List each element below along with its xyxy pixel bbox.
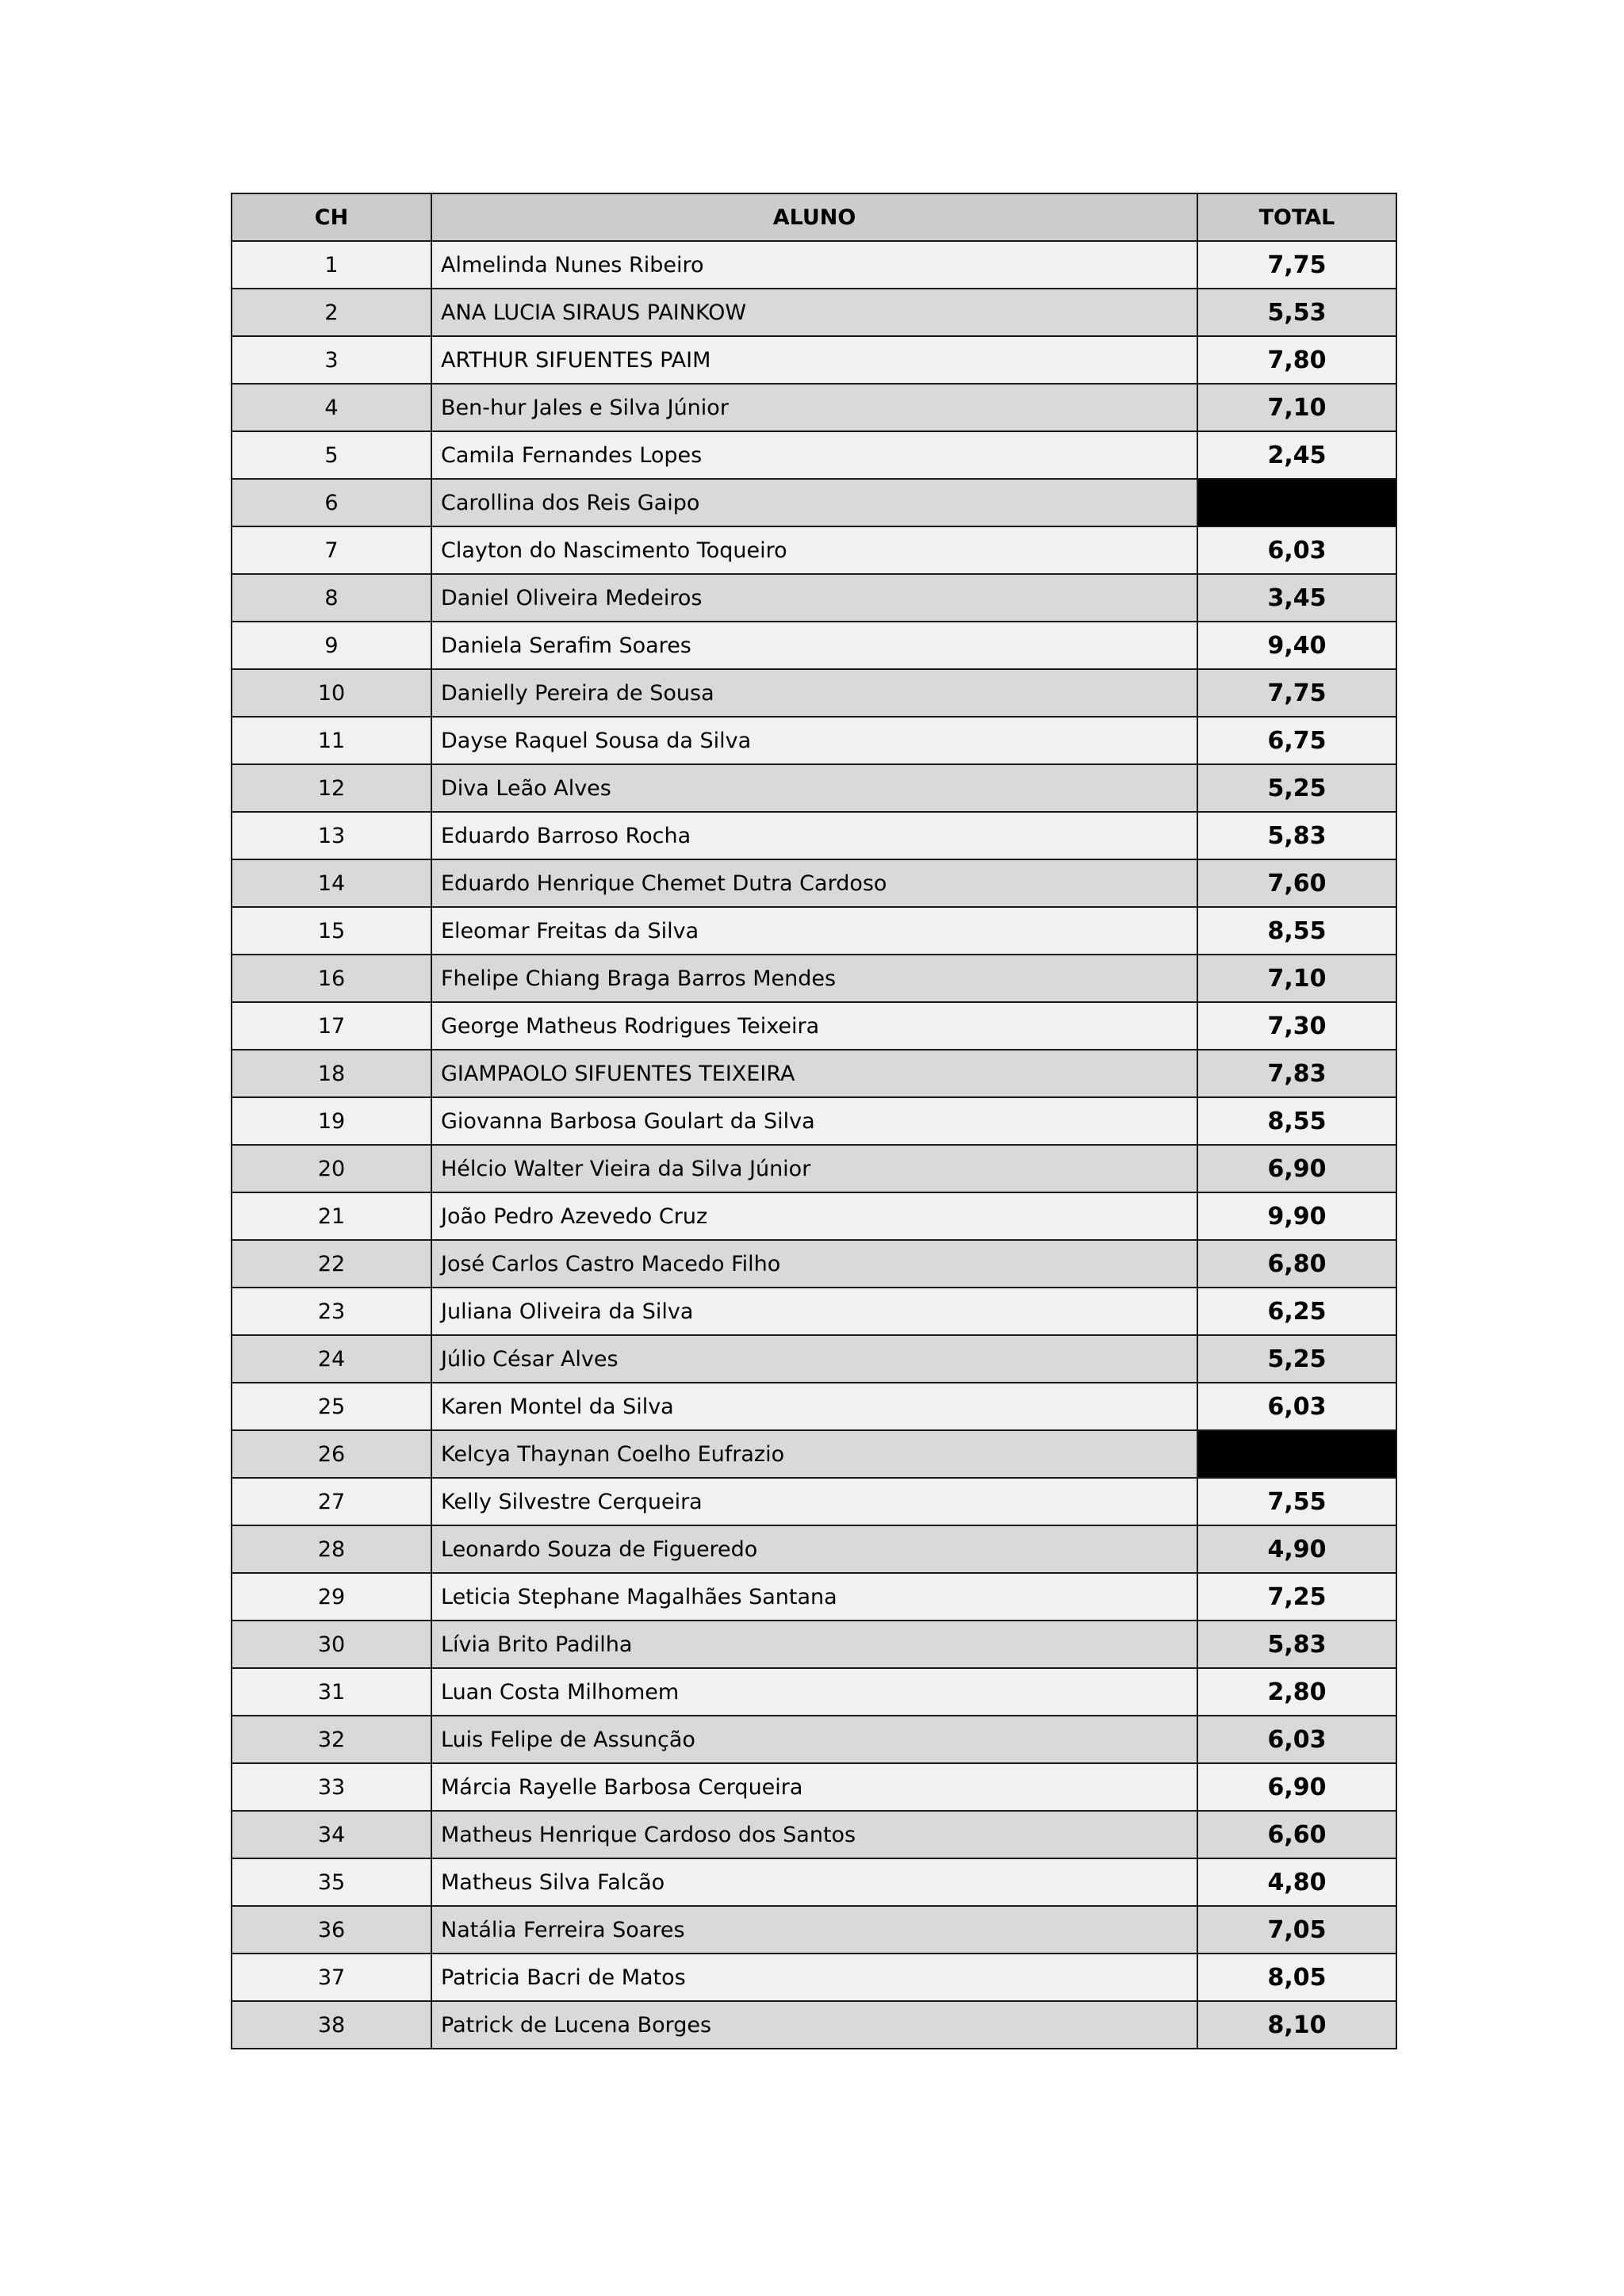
student-name-cell: ANA LUCIA SIRAUS PAINKOW: [431, 289, 1197, 336]
table-row: [232, 717, 1396, 764]
student-name-cell: Ben-hur Jales e Silva Júnior: [431, 384, 1197, 431]
total-cell: 7,30: [1197, 1002, 1396, 1050]
total-cell: 6,03: [1197, 526, 1396, 574]
total-cell: 6,03: [1197, 1383, 1396, 1430]
student-name-cell: Carollina dos Reis Gaipo: [431, 479, 1197, 526]
total-cell: 6,03: [1197, 1716, 1396, 1763]
total-cell: 7,75: [1197, 241, 1396, 289]
student-name-cell: Leonardo Souza de Figueredo: [431, 1525, 1197, 1573]
ch-cell: 24: [232, 1335, 431, 1383]
table-row: [232, 384, 1396, 431]
student-name-cell: Dayse Raquel Sousa da Silva: [431, 717, 1197, 764]
column-header-ch: CH: [232, 193, 431, 241]
total-cell: 6,25: [1197, 1288, 1396, 1335]
ch-cell: 9: [232, 622, 431, 669]
student-name-cell: Júlio César Alves: [431, 1335, 1197, 1383]
ch-cell: 11: [232, 717, 431, 764]
student-name-cell: Hélcio Walter Vieira da Silva Júnior: [431, 1145, 1197, 1192]
student-name-cell: Lívia Brito Padilha: [431, 1621, 1197, 1668]
ch-cell: 18: [232, 1050, 431, 1097]
student-name-cell: Clayton do Nascimento Toqueiro: [431, 526, 1197, 574]
ch-cell: 29: [232, 1573, 431, 1621]
student-name-cell: Eduardo Henrique Chemet Dutra Cardoso: [431, 859, 1197, 907]
ch-cell: 34: [232, 1811, 431, 1858]
total-cell: 6,90: [1197, 1763, 1396, 1811]
redacted-total-cell: [1197, 479, 1396, 526]
table-row: [232, 1954, 1396, 2001]
table-row: [232, 1858, 1396, 1906]
ch-cell: 1: [232, 241, 431, 289]
table-row: [232, 241, 1396, 289]
student-name-cell: Danielly Pereira de Sousa: [431, 669, 1197, 717]
student-name-cell: Eleomar Freitas da Silva: [431, 907, 1197, 955]
table-header-row: [232, 193, 1396, 241]
table-row: [232, 574, 1396, 622]
total-cell: 8,10: [1197, 2001, 1396, 2049]
student-name-cell: Daniel Oliveira Medeiros: [431, 574, 1197, 622]
ch-cell: 7: [232, 526, 431, 574]
total-cell: 5,53: [1197, 289, 1396, 336]
student-name-cell: Almelinda Nunes Ribeiro: [431, 241, 1197, 289]
student-name-cell: Karen Montel da Silva: [431, 1383, 1197, 1430]
student-name-cell: Luan Costa Milhomem: [431, 1668, 1197, 1716]
table-row: [232, 1621, 1396, 1668]
ch-cell: 27: [232, 1478, 431, 1525]
column-header-aluno: ALUNO: [431, 193, 1197, 241]
table-row: [232, 526, 1396, 574]
ch-cell: 3: [232, 336, 431, 384]
total-cell: 4,80: [1197, 1858, 1396, 1906]
total-cell: 7,55: [1197, 1478, 1396, 1525]
table-row: [232, 1145, 1396, 1192]
ch-cell: 6: [232, 479, 431, 526]
table-row: [232, 1097, 1396, 1145]
student-name-cell: Diva Leão Alves: [431, 764, 1197, 812]
ch-cell: 5: [232, 431, 431, 479]
table-row: [232, 1192, 1396, 1240]
ch-cell: 26: [232, 1430, 431, 1478]
ch-cell: 21: [232, 1192, 431, 1240]
table-row: [232, 1478, 1396, 1525]
ch-cell: 14: [232, 859, 431, 907]
table-row: [232, 669, 1396, 717]
table-row: [232, 622, 1396, 669]
student-name-cell: Matheus Silva Falcão: [431, 1858, 1197, 1906]
student-name-cell: Matheus Henrique Cardoso dos Santos: [431, 1811, 1197, 1858]
total-cell: 7,80: [1197, 336, 1396, 384]
total-cell: 7,10: [1197, 955, 1396, 1002]
student-name-cell: ARTHUR SIFUENTES PAIM: [431, 336, 1197, 384]
table-row: [232, 1525, 1396, 1573]
table-row: [232, 764, 1396, 812]
ch-cell: 12: [232, 764, 431, 812]
total-cell: 6,80: [1197, 1240, 1396, 1288]
total-cell: 5,83: [1197, 1621, 1396, 1668]
total-cell: 9,90: [1197, 1192, 1396, 1240]
table-row: [232, 955, 1396, 1002]
student-name-cell: Márcia Rayelle Barbosa Cerqueira: [431, 1763, 1197, 1811]
total-cell: 7,60: [1197, 859, 1396, 907]
table-row: [232, 1763, 1396, 1811]
total-cell: 6,90: [1197, 1145, 1396, 1192]
student-name-cell: Kelcya Thaynan Coelho Eufrazio: [431, 1430, 1197, 1478]
student-name-cell: Patrick de Lucena Borges: [431, 2001, 1197, 2049]
column-header-total: TOTAL: [1197, 193, 1396, 241]
table-row: [232, 1335, 1396, 1383]
total-cell: 7,25: [1197, 1573, 1396, 1621]
ch-cell: 38: [232, 2001, 431, 2049]
ch-cell: 10: [232, 669, 431, 717]
total-cell: 4,90: [1197, 1525, 1396, 1573]
total-cell: 3,45: [1197, 574, 1396, 622]
ch-cell: 8: [232, 574, 431, 622]
student-name-cell: Kelly Silvestre Cerqueira: [431, 1478, 1197, 1525]
table-row: [232, 1811, 1396, 1858]
table-row: [232, 289, 1396, 336]
table-row: [232, 2001, 1396, 2049]
student-name-cell: Luis Felipe de Assunção: [431, 1716, 1197, 1763]
student-name-cell: Eduardo Barroso Rocha: [431, 812, 1197, 859]
table-row: [232, 1002, 1396, 1050]
total-cell: 7,83: [1197, 1050, 1396, 1097]
ch-cell: 15: [232, 907, 431, 955]
table-row: [232, 431, 1396, 479]
ch-cell: 35: [232, 1858, 431, 1906]
total-cell: 8,55: [1197, 907, 1396, 955]
total-cell: 7,05: [1197, 1906, 1396, 1954]
ch-cell: 36: [232, 1906, 431, 1954]
ch-cell: 2: [232, 289, 431, 336]
table-row: [232, 1430, 1396, 1478]
ch-cell: 33: [232, 1763, 431, 1811]
total-cell: 5,25: [1197, 764, 1396, 812]
student-name-cell: Giovanna Barbosa Goulart da Silva: [431, 1097, 1197, 1145]
grades-sheet: [231, 193, 1396, 2049]
table-row: [232, 336, 1396, 384]
student-name-cell: Patricia Bacri de Matos: [431, 1954, 1197, 2001]
ch-cell: 30: [232, 1621, 431, 1668]
total-cell: 7,10: [1197, 384, 1396, 431]
ch-cell: 16: [232, 955, 431, 1002]
table-row: [232, 1573, 1396, 1621]
ch-cell: 22: [232, 1240, 431, 1288]
redacted-total-cell: [1197, 1430, 1396, 1478]
student-name-cell: Natália Ferreira Soares: [431, 1906, 1197, 1954]
table-body: [232, 241, 1396, 2049]
student-name-cell: Daniela Serafim Soares: [431, 622, 1197, 669]
student-name-cell: José Carlos Castro Macedo Filho: [431, 1240, 1197, 1288]
table-row: [232, 1288, 1396, 1335]
total-cell: 7,75: [1197, 669, 1396, 717]
total-cell: 2,45: [1197, 431, 1396, 479]
table-row: [232, 479, 1396, 526]
student-name-cell: George Matheus Rodrigues Teixeira: [431, 1002, 1197, 1050]
total-cell: 5,25: [1197, 1335, 1396, 1383]
student-name-cell: João Pedro Azevedo Cruz: [431, 1192, 1197, 1240]
table-row: [232, 812, 1396, 859]
ch-cell: 28: [232, 1525, 431, 1573]
total-cell: 5,83: [1197, 812, 1396, 859]
student-name-cell: Camila Fernandes Lopes: [431, 431, 1197, 479]
total-cell: 8,05: [1197, 1954, 1396, 2001]
ch-cell: 19: [232, 1097, 431, 1145]
student-name-cell: GIAMPAOLO SIFUENTES TEIXEIRA: [431, 1050, 1197, 1097]
table-row: [232, 1240, 1396, 1288]
total-cell: 6,60: [1197, 1811, 1396, 1858]
ch-cell: 37: [232, 1954, 431, 2001]
ch-cell: 17: [232, 1002, 431, 1050]
grades-table: [231, 193, 1397, 2049]
ch-cell: 31: [232, 1668, 431, 1716]
ch-cell: 4: [232, 384, 431, 431]
ch-cell: 20: [232, 1145, 431, 1192]
ch-cell: 32: [232, 1716, 431, 1763]
table-row: [232, 907, 1396, 955]
total-cell: 8,55: [1197, 1097, 1396, 1145]
ch-cell: 23: [232, 1288, 431, 1335]
table-row: [232, 1668, 1396, 1716]
total-cell: 2,80: [1197, 1668, 1396, 1716]
ch-cell: 13: [232, 812, 431, 859]
total-cell: 6,75: [1197, 717, 1396, 764]
table-row: [232, 1050, 1396, 1097]
ch-cell: 25: [232, 1383, 431, 1430]
table-row: [232, 1716, 1396, 1763]
student-name-cell: Juliana Oliveira da Silva: [431, 1288, 1197, 1335]
table-row: [232, 1383, 1396, 1430]
total-cell: 9,40: [1197, 622, 1396, 669]
student-name-cell: Fhelipe Chiang Braga Barros Mendes: [431, 955, 1197, 1002]
table-row: [232, 1906, 1396, 1954]
table-row: [232, 859, 1396, 907]
student-name-cell: Leticia Stephane Magalhães Santana: [431, 1573, 1197, 1621]
